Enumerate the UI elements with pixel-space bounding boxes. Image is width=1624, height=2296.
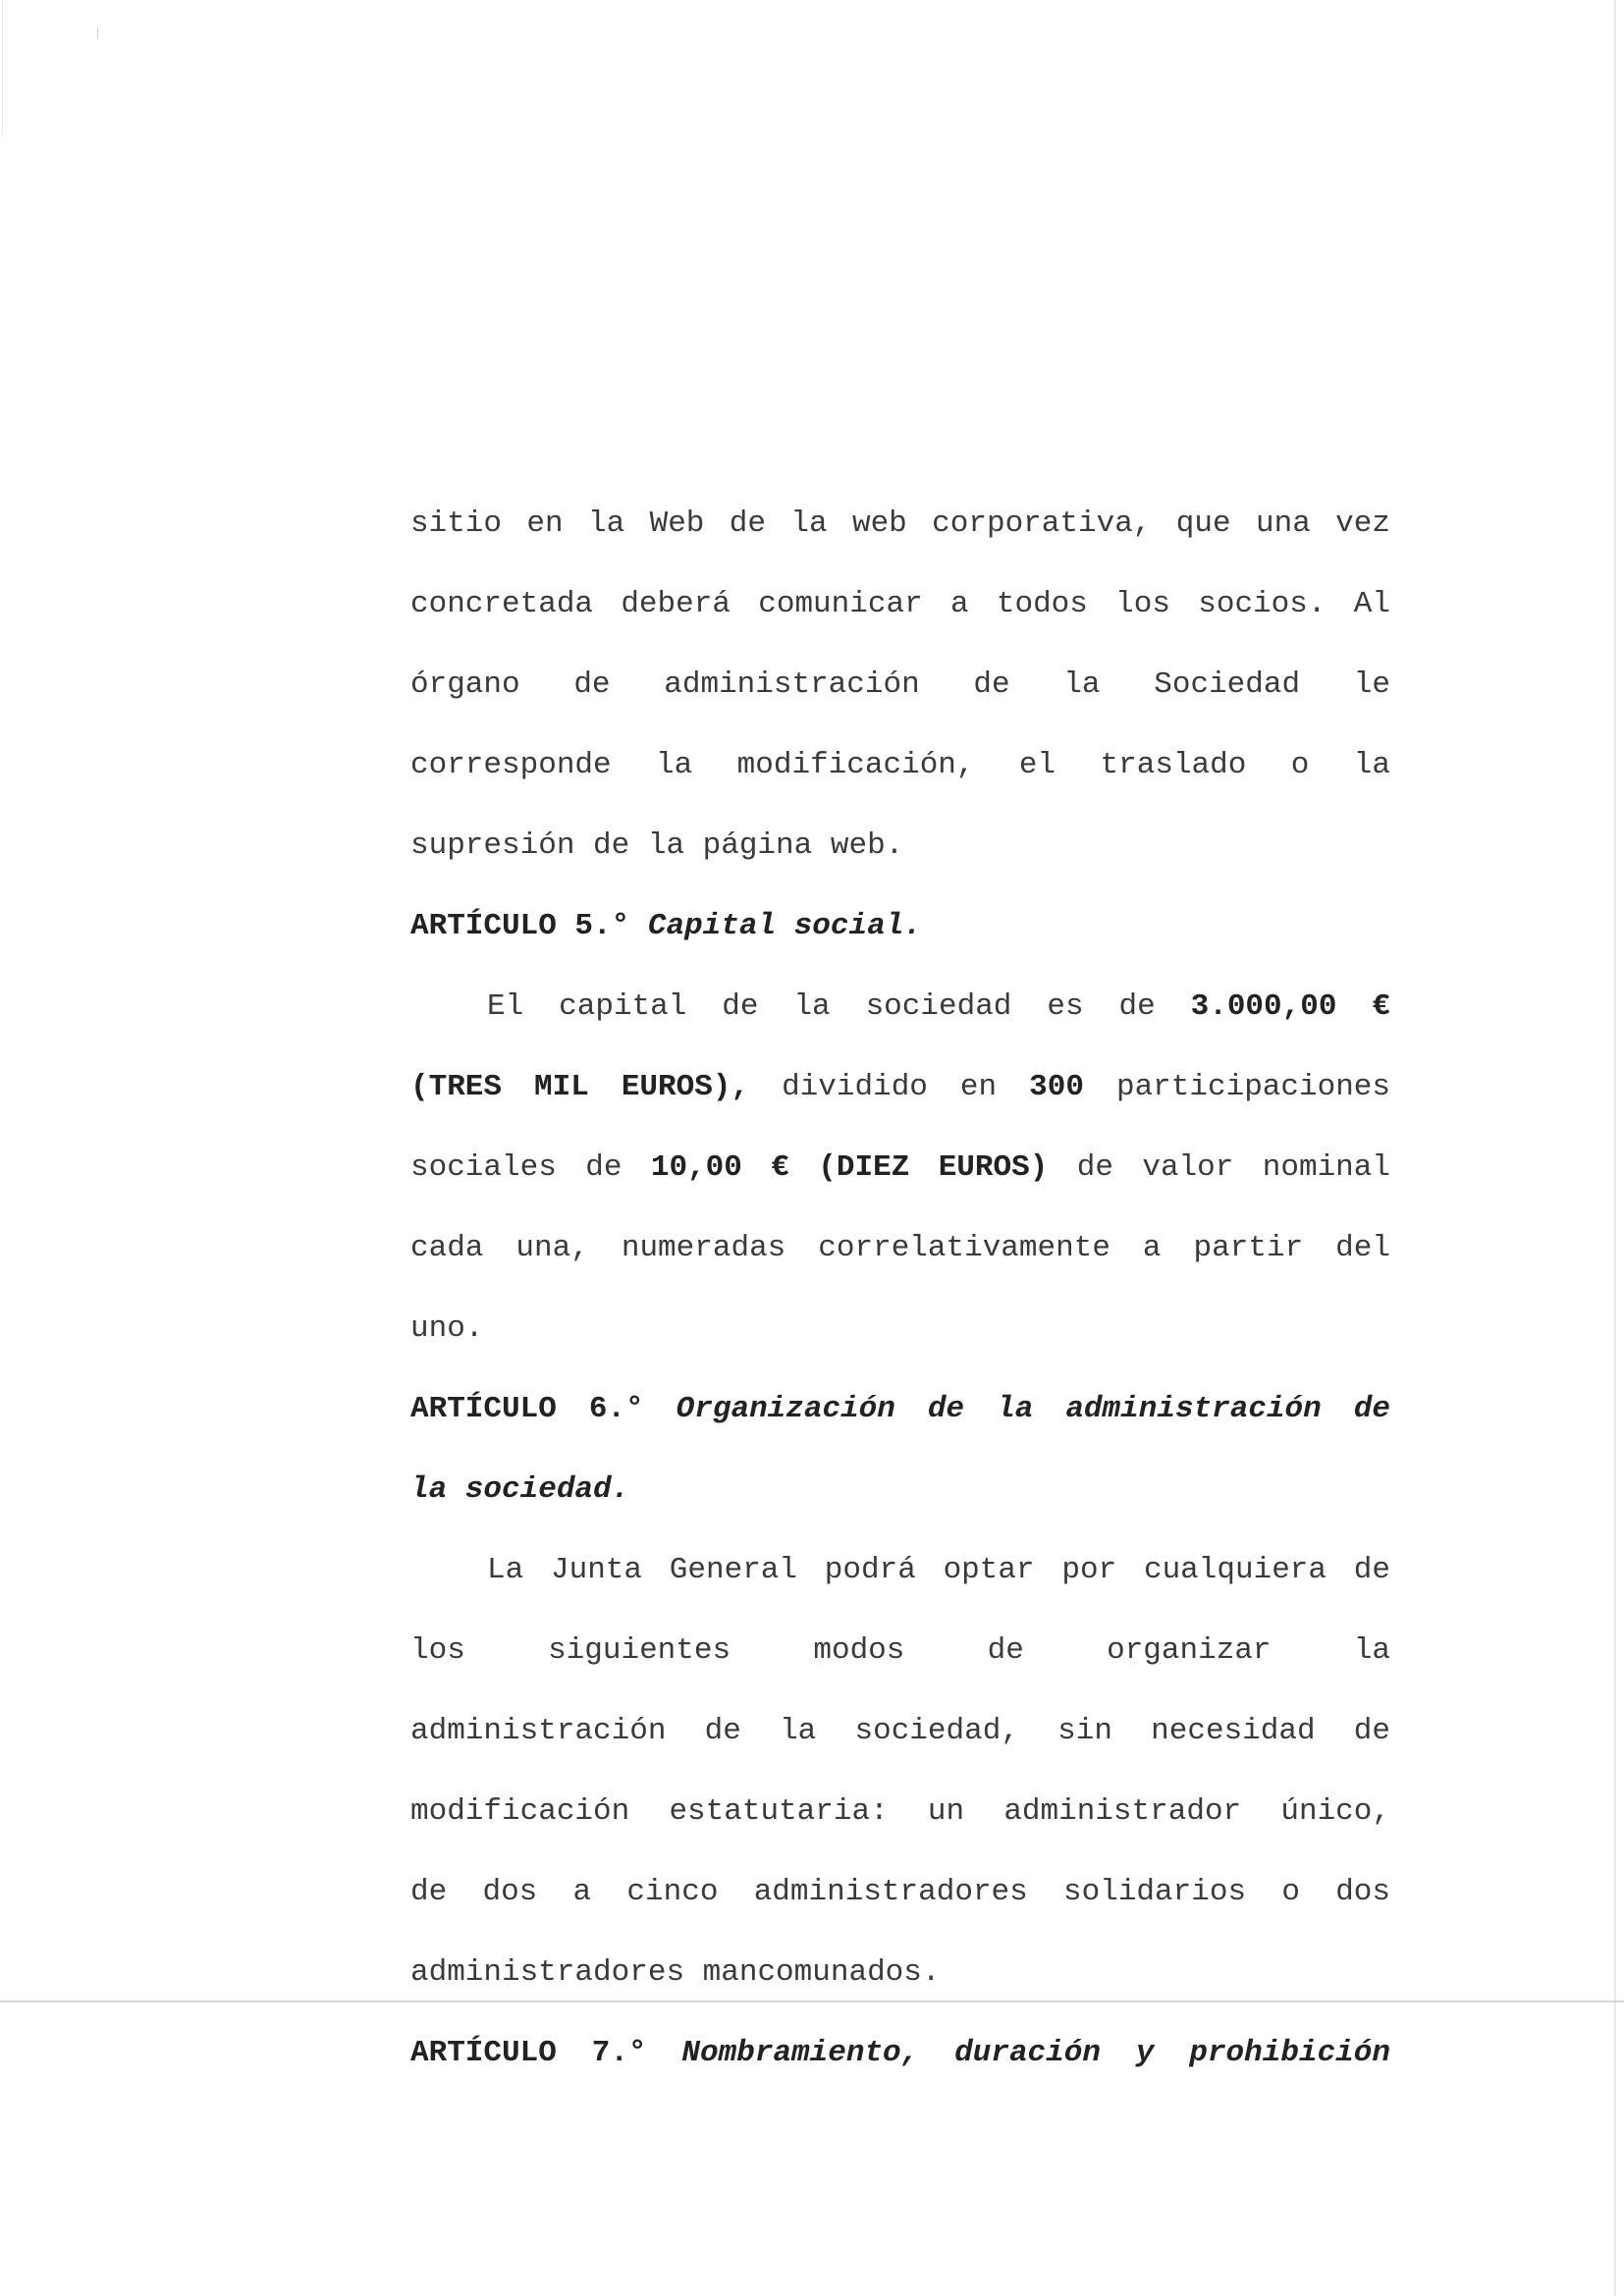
paragraph-line: [410, 1059, 1390, 1140]
capital-amount: 3.000,00 €: [1190, 989, 1390, 1024]
article-7-heading: [410, 2025, 1390, 2106]
article-6-heading: [410, 1381, 1390, 1462]
article-title: Organización de la administración de: [676, 1392, 1390, 1426]
paragraph-line: órgano de administración de la Sociedad le: [410, 667, 1390, 702]
nominal-value: 10,00 €: [650, 1150, 789, 1185]
article-label: ARTÍCULO 6.°: [410, 1392, 644, 1426]
paragraph-line: administración de la sociedad, sin necesidad de: [410, 1714, 1390, 1748]
text-span: El capital de la sociedad es de: [487, 989, 1156, 1024]
paragraph-line: uno.: [410, 1311, 484, 1346]
text-span: sociales de: [410, 1150, 623, 1185]
paragraph-line: modificación estatutaria: un administrador único,: [410, 1794, 1390, 1829]
article-5-heading: [410, 898, 1390, 979]
article-label: ARTÍCULO 7.°: [410, 2036, 647, 2070]
article-6-heading-cont: [410, 1462, 1390, 1542]
paragraph-line: cada una, numeradas correlativamente a partir del: [410, 1231, 1390, 1265]
text-span: de valor nominal: [1076, 1150, 1390, 1185]
paragraph-line: [410, 1140, 1390, 1220]
paragraph-line: de dos a cinco administradores solidarios o dos: [410, 1875, 1390, 1909]
paragraph-line: corresponde la modificación, el traslado o la: [410, 748, 1390, 782]
paragraph-line: los siguientes modos de organizar la: [410, 1633, 1390, 1668]
text-span: dividido en: [782, 1070, 998, 1104]
paragraph-line: concretada deberá comunicar a todos los socios. Al: [410, 587, 1390, 621]
participation-count: 300: [1029, 1070, 1084, 1104]
paragraph-line: sitio en la Web de la web corporativa, que una vez: [410, 507, 1390, 541]
text-span: participaciones: [1115, 1070, 1390, 1104]
capital-amount-words: (TRES MIL EUROS),: [410, 1070, 750, 1104]
paragraph-line: supresión de la página web.: [410, 828, 904, 863]
paragraph-line: administradores mancomunados.: [410, 1955, 941, 1990]
scan-edge-right: [1614, 0, 1616, 2296]
article-label: ARTÍCULO 5.°: [410, 909, 630, 943]
paragraph-line: [410, 979, 1390, 1059]
scan-mark: [97, 27, 98, 39]
article-title: la sociedad.: [410, 1472, 630, 1507]
article-title: Capital social.: [647, 909, 922, 943]
body-text: [410, 496, 1390, 2106]
scan-edge-left: [2, 0, 3, 137]
article-title: Nombramiento, duración y prohibición: [681, 2036, 1390, 2070]
nominal-value-words: (DIEZ EUROS): [818, 1150, 1049, 1185]
paragraph-line: La Junta General podrá optar por cualquiera de: [487, 1553, 1390, 1587]
